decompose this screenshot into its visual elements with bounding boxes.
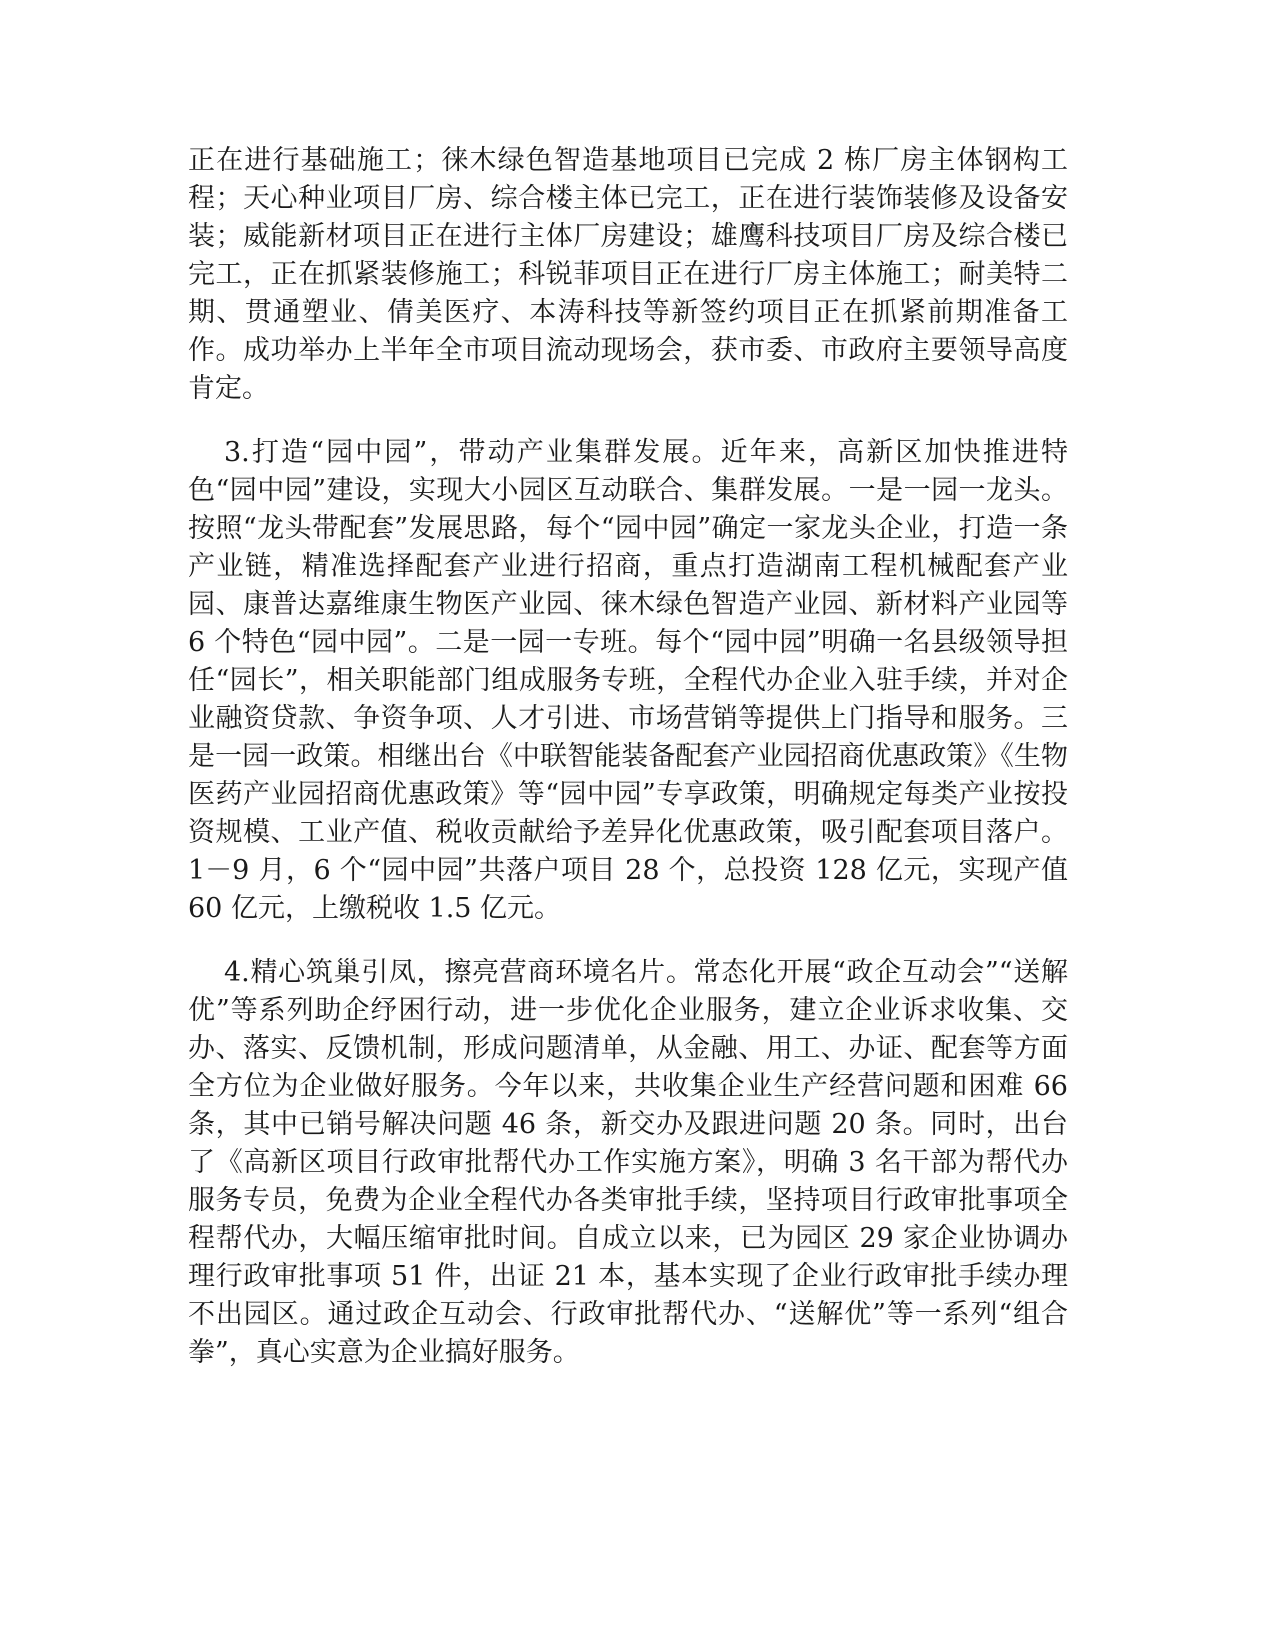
paragraph-park-in-park: 3.打造“园中园”，带动产业集群发展。近年来，高新区加快推进特色“园中园”建设，实现大小园区互动联合、集群发展。一是一园一龙头。按照“龙头带配套”发展思路，每个“园中园”确定一家龙头企业，打造一条产业链，精准选择配套产业进行招商，重点打造湖南工程机械配套产业园、康普达嘉维康生物医产业园、徕木绿色智造产业园、新材料产业园等 6 个特色“园中园”。二是一园一专班。每个“园中园”明确一名县级领导担任“园长”，相关职能部门组成服务专班，全程代办企业入驻手续，并对企业融资贷款、争资争项、人才引进、市场营销等提供上门指导和服务。三是一园一政策。相继出台《中联智能装备配套产业园招商优惠政策》《生物医药产业园招商优惠政策》等“园中园”专享政策，明确规定每类产业按投资规模、工业产值、税收贡献给予差异化优惠政策，吸引配套项目落户。1－9 月，6 个“园中园”共落户项目 28 个，总投资 128 亿元，实现产值 60 亿元，上缴税收 1.5 亿元。: [188, 437, 1068, 924]
paragraph-project-progress: 正在进行基础施工；徕木绿色智造基地项目已完成 2 栋厂房主体钢构工程；天心种业项目厂房、综合楼主体已完工，正在进行装饰装修及设备安装；威能新材项目正在进行主体厂房建设；雄鹰科技项目厂房及综合楼已完工，正在抓紧装修施工；科锐菲项目正在进行厂房主体施工；耐美特二期、贯通塑业、倩美医疗、本涛科技等新签约项目正在抓紧前期准备工作。成功举办上半年全市项目流动现场会，获市委、市政府主要领导高度肯定。: [188, 145, 1068, 404]
paragraph-business-environment: 4.精心筑巢引凤，擦亮营商环境名片。常态化开展“政企互动会”“送解优”等系列助企纾困行动，进一步优化企业服务，建立企业诉求收集、交办、落实、反馈机制，形成问题清单，从金融、用工、办证、配套等方面全方位为企业做好服务。今年以来，共收集企业生产经营问题和困难 66 条，其中已销号解决问题 46 条，新交办及跟进问题 20 条。同时，出台了《高新区项目行政审批帮代办工作实施方案》，明确 3 名干部为帮代办服务专员，免费为企业全程代办各类审批手续，坚持项目行政审批事项全程帮代办，大幅压缩审批时间。自成立以来，已为园区 29 家企业协调办理行政审批事项 51 件，出证 21 本，基本实现了企业行政审批手续办理不出园区。通过政企互动会、行政审批帮代办、“送解优”等一系列“组合拳”，真心实意为企业搞好服务。: [188, 957, 1068, 1368]
document-body: [188, 142, 1068, 1372]
